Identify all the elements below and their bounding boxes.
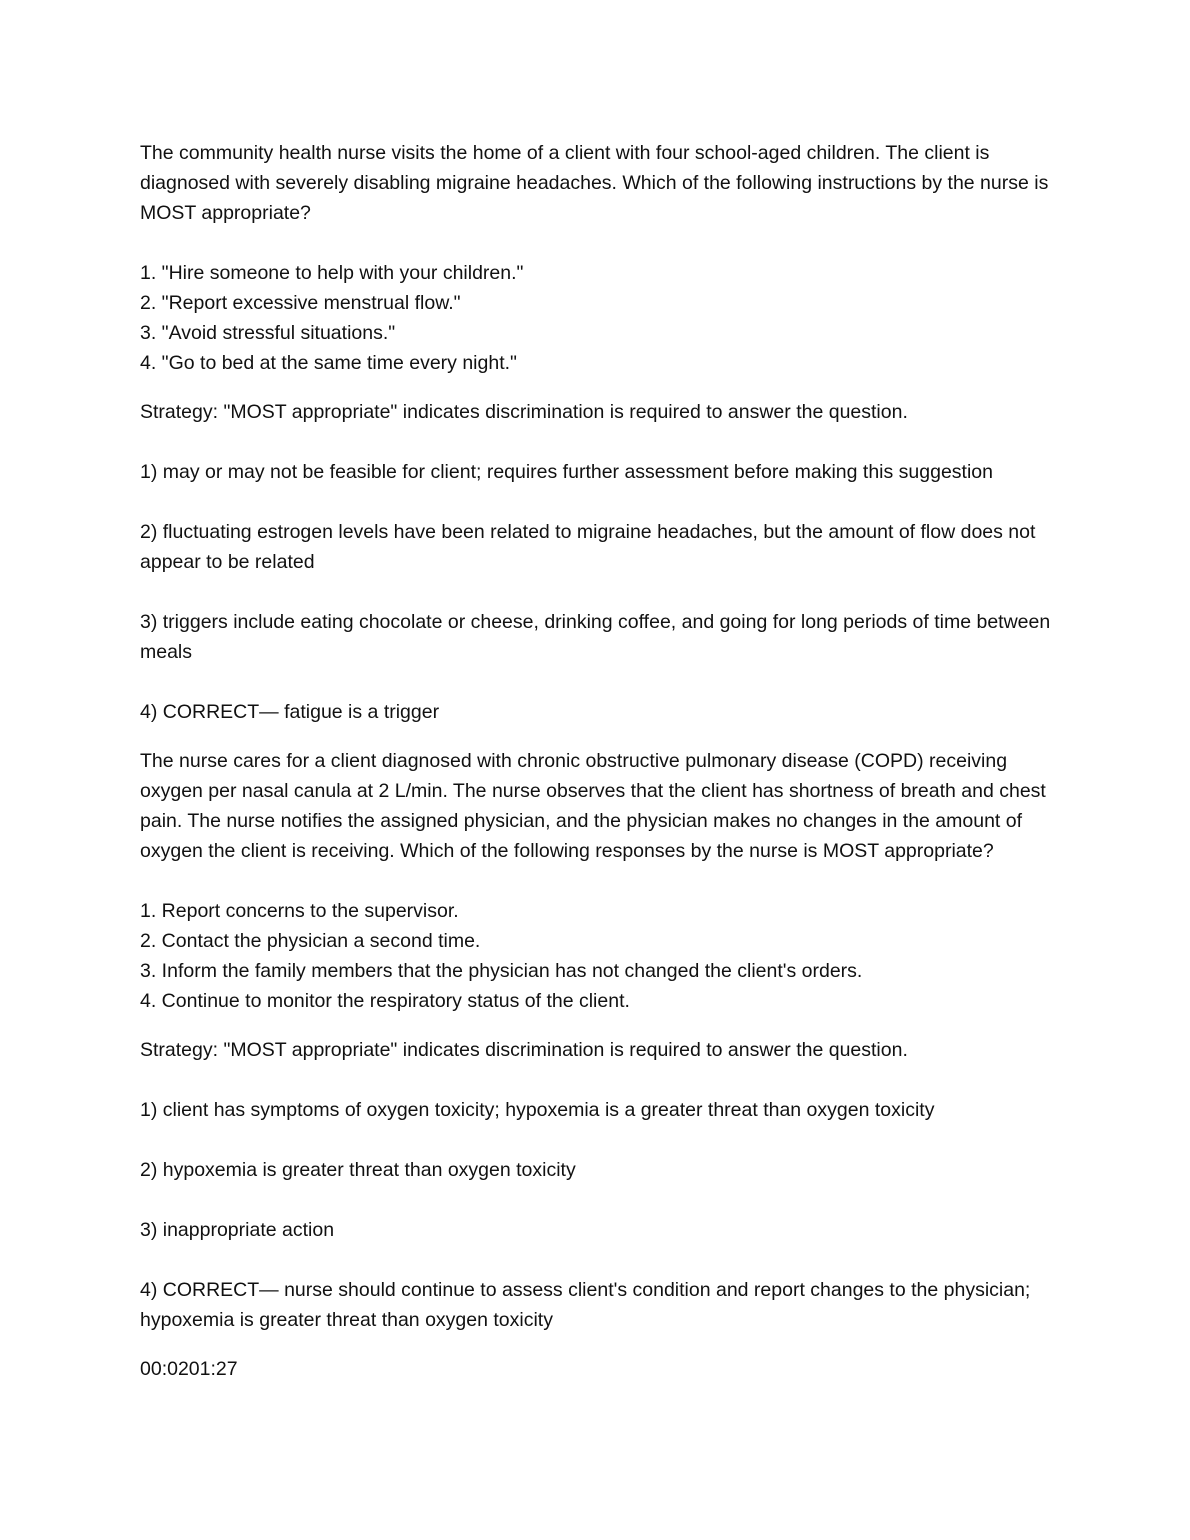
question-1-rationale-1: 1) may or may not be feasible for client; requires further assessment before making this suggestion [140, 461, 993, 483]
question-2-options [140, 896, 1055, 1016]
question-1-strategy: Strategy: "MOST appropriate" indicates discrimination is required to answer the question. [140, 401, 908, 423]
timestamp: 00:0201:27 [140, 1358, 238, 1380]
question-1-stem: The community health nurse visits the home of a client with four school-aged children. The client is diagnosed with severely disabling migraine headaches. Which of the following instructions by the nurse is MOST appropriate? [140, 142, 1049, 224]
question-2-option-4: 4. Continue to monitor the respiratory status of the client. [140, 990, 630, 1012]
question-2-rationale-2: 2) hypoxemia is greater threat than oxygen toxicity [140, 1159, 576, 1181]
question-2-rationale-4: 4) CORRECT— nurse should continue to assess client's condition and report changes to the physician; hypoxemia is greater threat than oxygen toxicity [140, 1279, 1031, 1331]
question-1-option-3: 3. "Avoid stressful situations." [140, 322, 396, 344]
question-1-rationale-3: 3) triggers include eating chocolate or cheese, drinking coffee, and going for long periods of time between meals [140, 611, 1051, 663]
question-2-option-1: 1. Report concerns to the supervisor. [140, 900, 459, 922]
question-2-rationale-1: 1) client has symptoms of oxygen toxicity; hypoxemia is a greater threat than oxygen toxicity [140, 1099, 935, 1121]
document-page [140, 138, 1055, 1384]
question-1-option-2: 2. "Report excessive menstrual flow." [140, 292, 461, 314]
question-2-stem: The nurse cares for a client diagnosed with chronic obstructive pulmonary disease (COPD) receiving oxygen per nasal canula at 2 L/min. The nurse observes that the client has shortness of breath and chest pain. The nurse notifies the assigned physician, and the physician makes no changes in the amount of oxygen the client is receiving. Which of the following responses by the nurse is MOST appropriate? [140, 750, 1046, 862]
question-1-rationale-4: 4) CORRECT— fatigue is a trigger [140, 701, 440, 723]
question-2-strategy: Strategy: "MOST appropriate" indicates discrimination is required to answer the question. [140, 1039, 908, 1061]
question-2-option-3: 3. Inform the family members that the physician has not changed the client's orders. [140, 960, 863, 982]
question-2-rationale-3: 3) inappropriate action [140, 1219, 335, 1241]
question-1-rationale-2: 2) fluctuating estrogen levels have been related to migraine headaches, but the amount of flow does not appear to be related [140, 521, 1036, 573]
question-2-option-2: 2. Contact the physician a second time. [140, 930, 481, 952]
question-1-option-1: 1. "Hire someone to help with your children." [140, 262, 524, 284]
question-1-option-4: 4. "Go to bed at the same time every night." [140, 352, 517, 374]
question-1-options [140, 258, 1055, 378]
